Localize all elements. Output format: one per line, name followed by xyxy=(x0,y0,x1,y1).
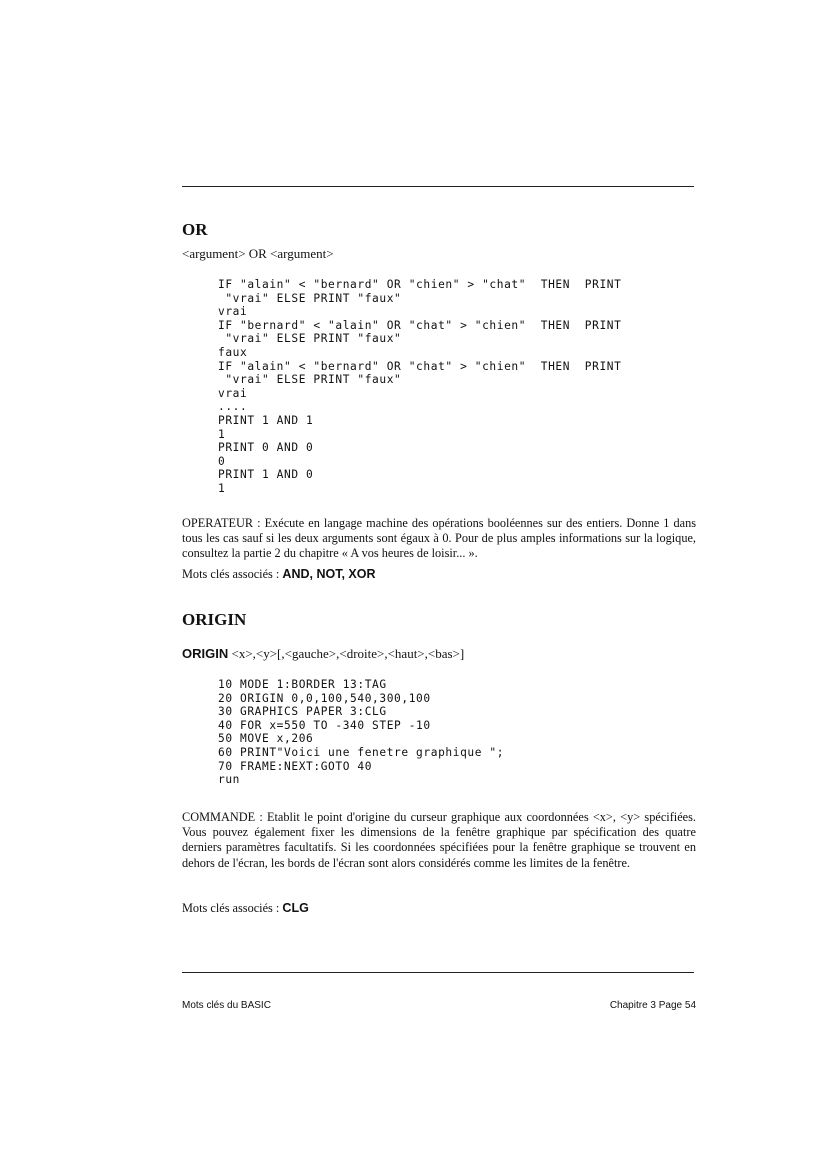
code-line: run xyxy=(218,773,241,787)
section-title-or: OR xyxy=(182,220,208,239)
origin-related-label: Mots clés associés : xyxy=(182,901,280,915)
origin-code-listing xyxy=(218,678,504,787)
bottom-rule xyxy=(182,972,694,973)
code-line: IF "alain" < "bernard" OR "chat" > "chien" THEN PRINT xyxy=(218,359,622,373)
code-line: vrai xyxy=(218,305,248,319)
footer-right: Chapitre 3 Page 54 xyxy=(609,1000,696,1011)
code-line: PRINT 0 AND 0 xyxy=(218,441,314,455)
code-line: IF "alain" < "bernard" OR "chien" > "chat" THEN PRINT xyxy=(218,278,622,291)
code-line: IF "bernard" < "alain" OR "chat" > "chien" THEN PRINT xyxy=(218,318,622,332)
code-line: 10 MODE 1:BORDER 13:TAG xyxy=(218,678,387,691)
code-line: "vrai" ELSE PRINT "faux" xyxy=(218,332,402,346)
code-line: 70 FRAME:NEXT:GOTO 40 xyxy=(218,759,373,773)
origin-related-keywords: CLG xyxy=(282,901,309,915)
footer-left: Mots clés du BASIC xyxy=(182,1000,271,1011)
or-related xyxy=(182,567,696,582)
code-line: PRINT 1 AND 0 xyxy=(218,468,314,482)
code-line: 20 ORIGIN 0,0,100,540,300,100 xyxy=(218,691,431,705)
code-line: .... xyxy=(218,400,248,414)
or-syntax: <argument> OR <argument> xyxy=(182,246,334,261)
code-line: faux xyxy=(218,345,248,359)
origin-syntax-keyword: ORIGIN xyxy=(182,646,229,661)
code-line: 50 MOVE x,206 xyxy=(218,732,314,746)
code-line: 60 PRINT"Voici une fenetre graphique "; xyxy=(218,745,505,759)
code-line: 1 xyxy=(218,481,226,495)
code-line: "vrai" ELSE PRINT "faux" xyxy=(218,373,402,387)
code-line: PRINT 1 AND 1 xyxy=(218,413,314,427)
origin-related xyxy=(182,901,696,916)
code-line: vrai xyxy=(218,386,248,400)
origin-description: COMMANDE : Etablit le point d'origine du curseur graphique aux coordonnées <x>, <y> spécifiées. Vous pouvez également fixer les dimensions de la fenêtre graphique par spécification des quatre derniers paramètres facultatifs. Si les coordonnées spécifiées pour la fenêtre graphique se trouvent en dehors de l'écran, les bords de l'écran sont alors considérés comme les limites de la fenêtre. xyxy=(182,810,696,870)
code-line: 0 xyxy=(218,454,226,468)
code-line: 30 GRAPHICS PAPER 3:CLG xyxy=(218,705,387,719)
or-related-label: Mots clés associés : xyxy=(182,567,280,581)
section-title-origin: ORIGIN xyxy=(182,610,247,629)
code-line: 40 FOR x=550 TO -340 STEP -10 xyxy=(218,718,431,732)
code-line: "vrai" ELSE PRINT "faux" xyxy=(218,291,402,305)
origin-syntax-args: <x>,<y>[,<gauche>,<droite>,<haut>,<bas>] xyxy=(228,646,465,661)
origin-syntax xyxy=(182,646,464,662)
or-related-keywords: AND, NOT, XOR xyxy=(282,567,376,581)
top-rule xyxy=(182,186,694,187)
or-description: OPERATEUR : Exécute en langage machine des opérations booléennes sur des entiers. Donne 1 dans tous les cas sauf si les deux arguments sont égaux à 0. Pour de plus amples informations sur la logique, consultez la partie 2 du chapitre « A vos heures de loisir... ». xyxy=(182,516,696,561)
code-line: 1 xyxy=(218,427,226,441)
or-code-listing xyxy=(218,278,621,496)
